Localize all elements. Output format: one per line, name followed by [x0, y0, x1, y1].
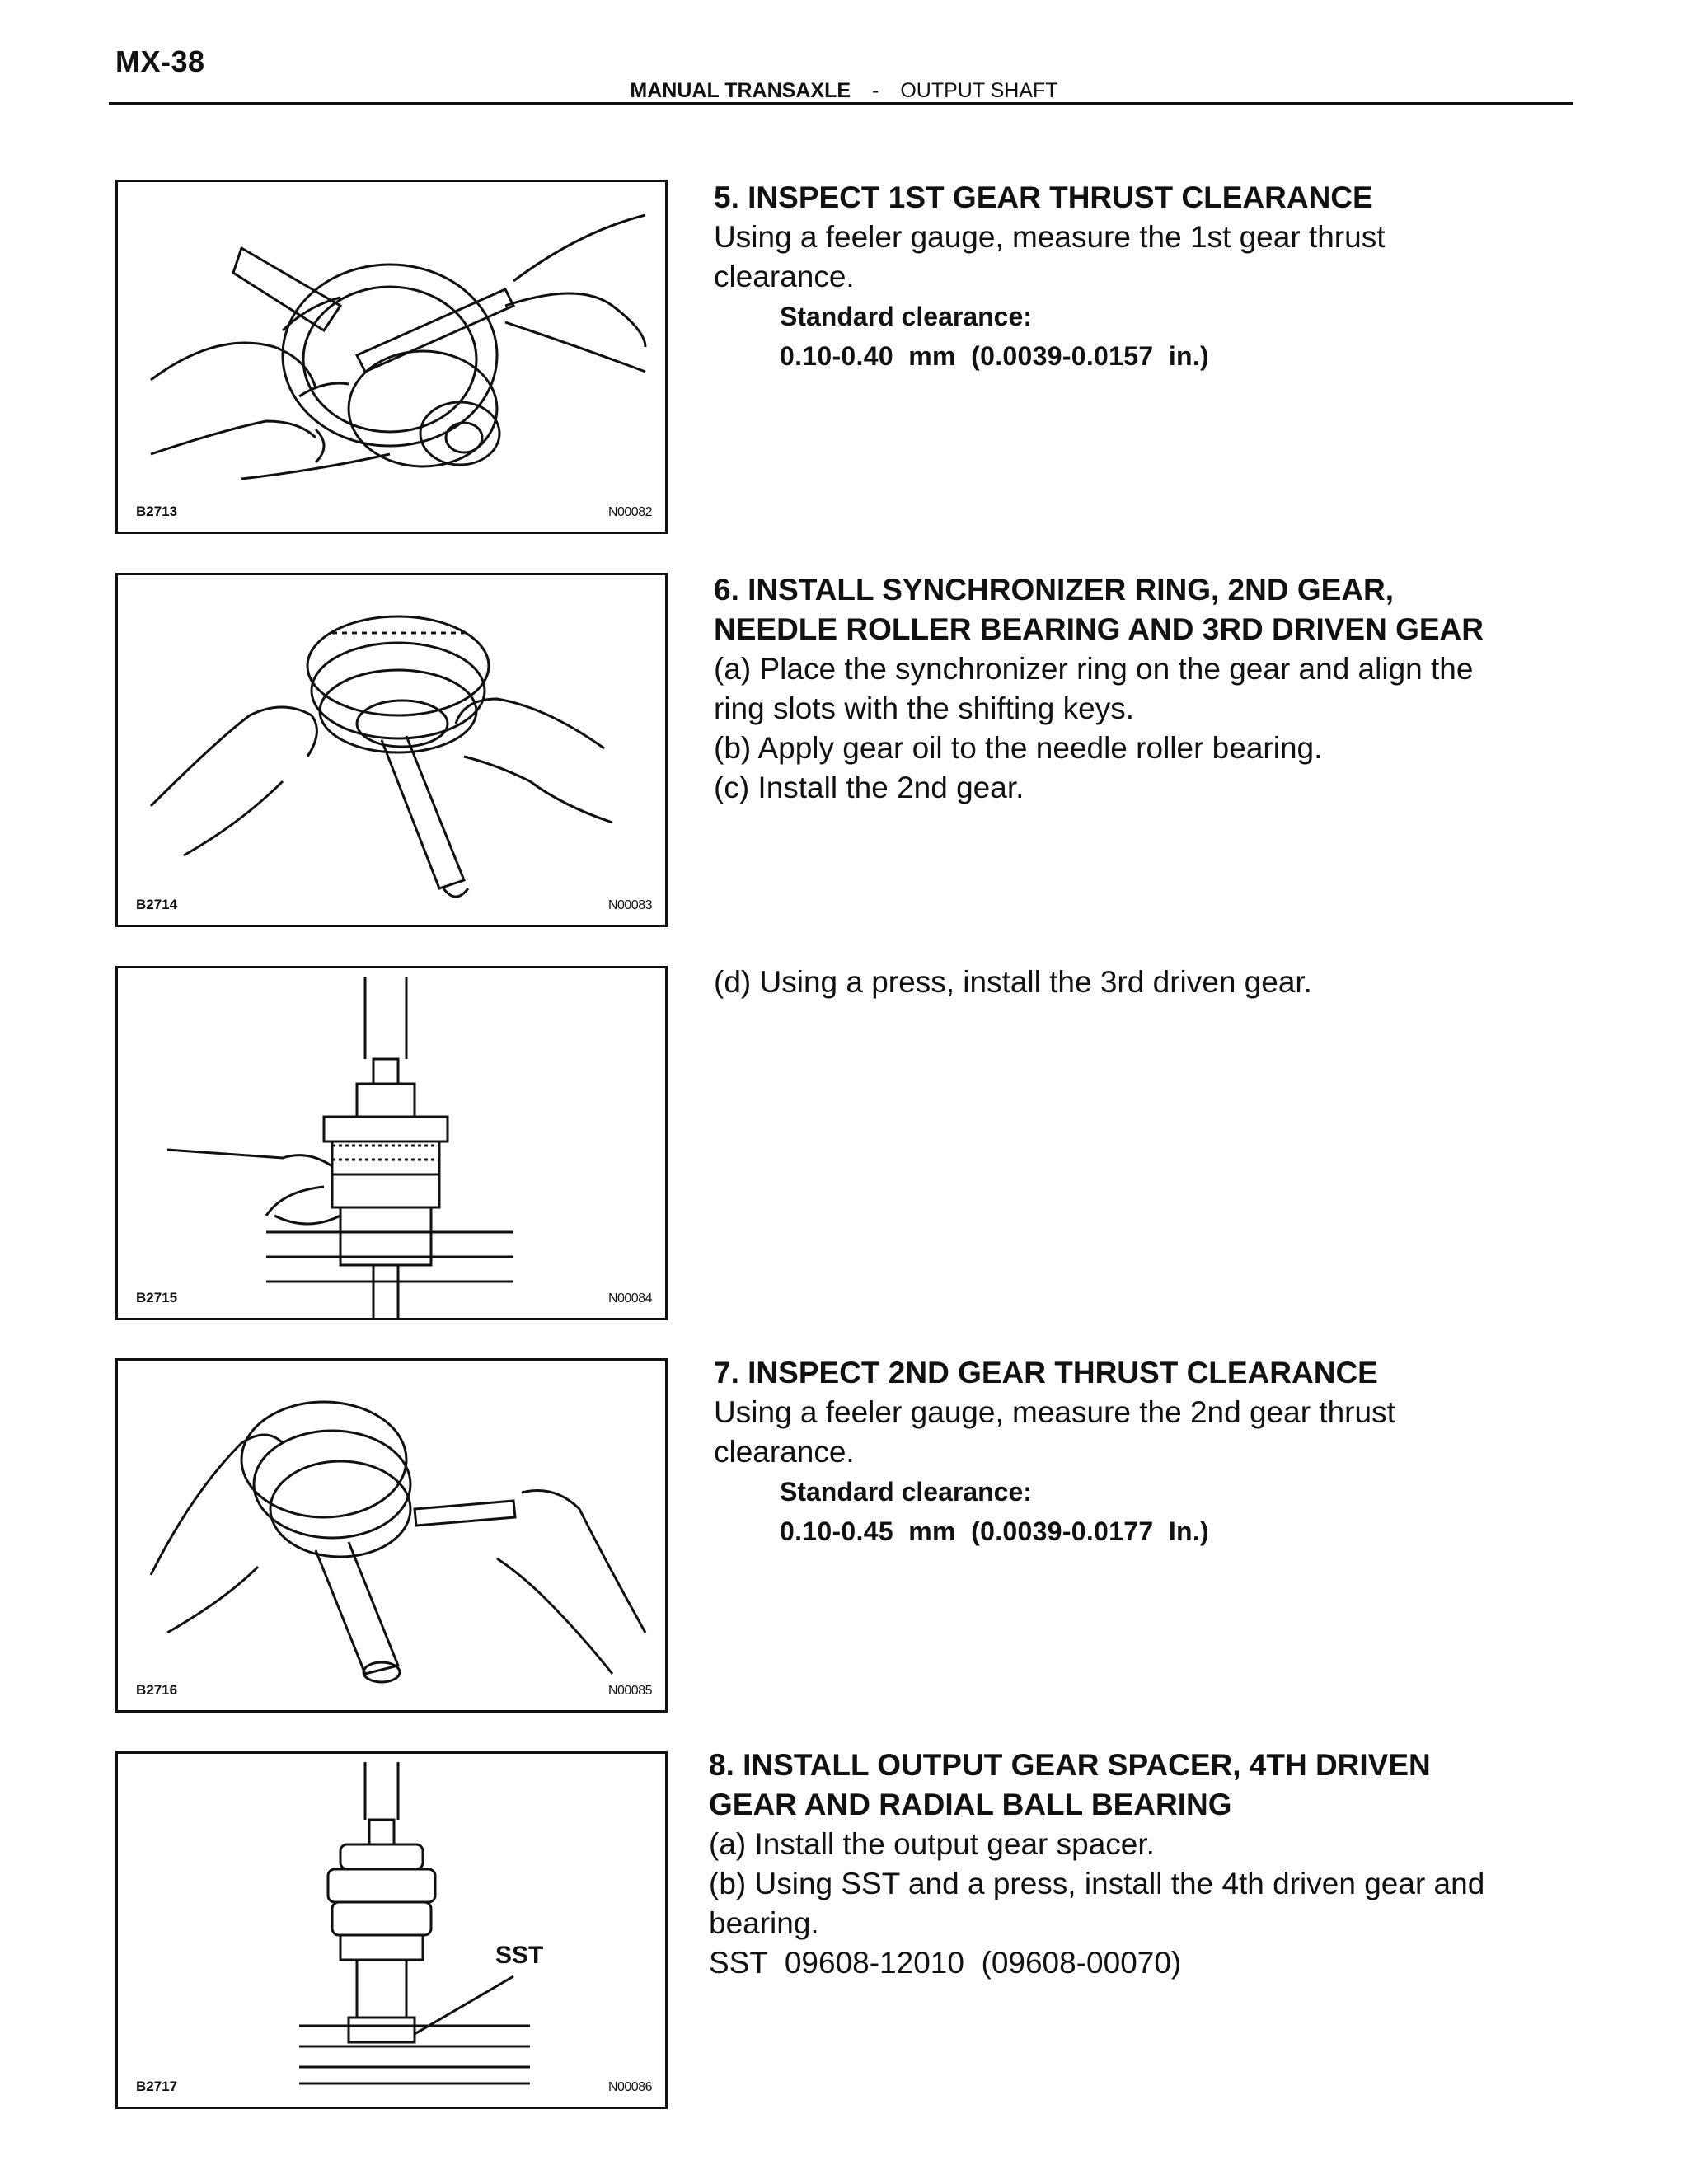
figure-code-left: B2715	[136, 1290, 178, 1305]
step-5-heading: 5. INSPECT 1ST GEAR THRUST CLEARANCE	[714, 180, 1373, 214]
subsection-title: OUTPUT SHAFT	[900, 79, 1058, 102]
title-separator: -	[872, 79, 879, 102]
page-id: MX-38	[115, 45, 205, 78]
step-8-heading-line1: 8. INSTALL OUTPUT GEAR SPACER, 4TH DRIVEN	[709, 1748, 1431, 1782]
figure-code-right: N00084	[607, 1291, 652, 1305]
sst-callout: SST	[495, 1942, 544, 1969]
figure-code-right: N00086	[607, 2080, 652, 2094]
step-7-heading: 7. INSPECT 2ND GEAR THRUST CLEARANCE	[714, 1356, 1378, 1390]
step-7-spec-label: Standard clearance:	[780, 1477, 1032, 1507]
step-6-heading-line2: NEEDLE ROLLER BEARING AND 3RD DRIVEN GEAR	[714, 612, 1484, 646]
synchronizer-install-illustration	[118, 575, 665, 925]
figure-code-left: B2717	[136, 2079, 178, 2094]
press-illustration-4th-gear	[118, 1754, 665, 2107]
figure-code-right: N00085	[607, 1684, 652, 1698]
step-6-item-d: (d) Using a press, install the 3rd driven gear.	[714, 965, 1312, 999]
feeler-gauge-illustration-1	[118, 182, 665, 532]
figure-press-4th-gear	[115, 1751, 668, 2109]
figure-press-3rd-gear	[115, 966, 668, 1320]
step-8-block	[709, 1746, 1566, 1983]
step-6-item-b: (b) Apply gear oil to the needle roller bearing.	[714, 731, 1323, 765]
step-8-item-a: (a) Install the output gear spacer.	[709, 1827, 1155, 1861]
figure-2nd-gear-clearance	[115, 1358, 668, 1713]
step-8-heading-line2: GEAR AND RADIAL BALL BEARING	[709, 1788, 1232, 1821]
step-7-body: Using a feeler gauge, measure the 2nd gear thrust clearance.	[714, 1395, 1395, 1469]
step-6-heading-line1: 6. INSTALL SYNCHRONIZER RING, 2ND GEAR,	[714, 573, 1395, 607]
section-title: MANUAL TRANSAXLE	[630, 79, 851, 102]
step-7-block	[714, 1353, 1571, 1551]
step-6-block	[714, 570, 1571, 808]
step-5-body: Using a feeler gauge, measure the 1st gear thrust clearance.	[714, 220, 1386, 293]
step-6-item-a: (a) Place the synchronizer ring on the gear and align the ring slots with the shifting keys.	[714, 652, 1474, 725]
step-6-item-c: (c) Install the 2nd gear.	[714, 771, 1025, 804]
step-5-spec-value: 0.10-0.40 mm (0.0039-0.0157 in.)	[780, 341, 1210, 371]
step-6-d-block	[714, 963, 1571, 1002]
step-5-block	[714, 178, 1571, 376]
figure-code-right: N00082	[607, 505, 652, 519]
step-8-item-b: (b) Using SST and a press, install the 4th driven gear and bearing.	[709, 1867, 1485, 1940]
step-8-sst: SST 09608-12010 (09608-00070)	[709, 1946, 1182, 1980]
step-7-spec-value: 0.10-0.45 mm (0.0039-0.0177 In.)	[780, 1516, 1210, 1546]
figure-code-left: B2713	[136, 504, 178, 519]
figure-code-left: B2716	[136, 1682, 178, 1698]
figure-install-synchronizer	[115, 573, 668, 927]
press-illustration-3rd-gear	[118, 968, 665, 1318]
step-5-spec-label: Standard clearance:	[780, 302, 1032, 331]
feeler-gauge-illustration-2	[118, 1361, 665, 1710]
header-rule	[109, 102, 1573, 105]
figure-1st-gear-clearance	[115, 180, 668, 534]
figure-code-left: B2714	[136, 897, 178, 912]
header-title	[0, 79, 1688, 103]
figure-code-right: N00083	[607, 898, 652, 912]
